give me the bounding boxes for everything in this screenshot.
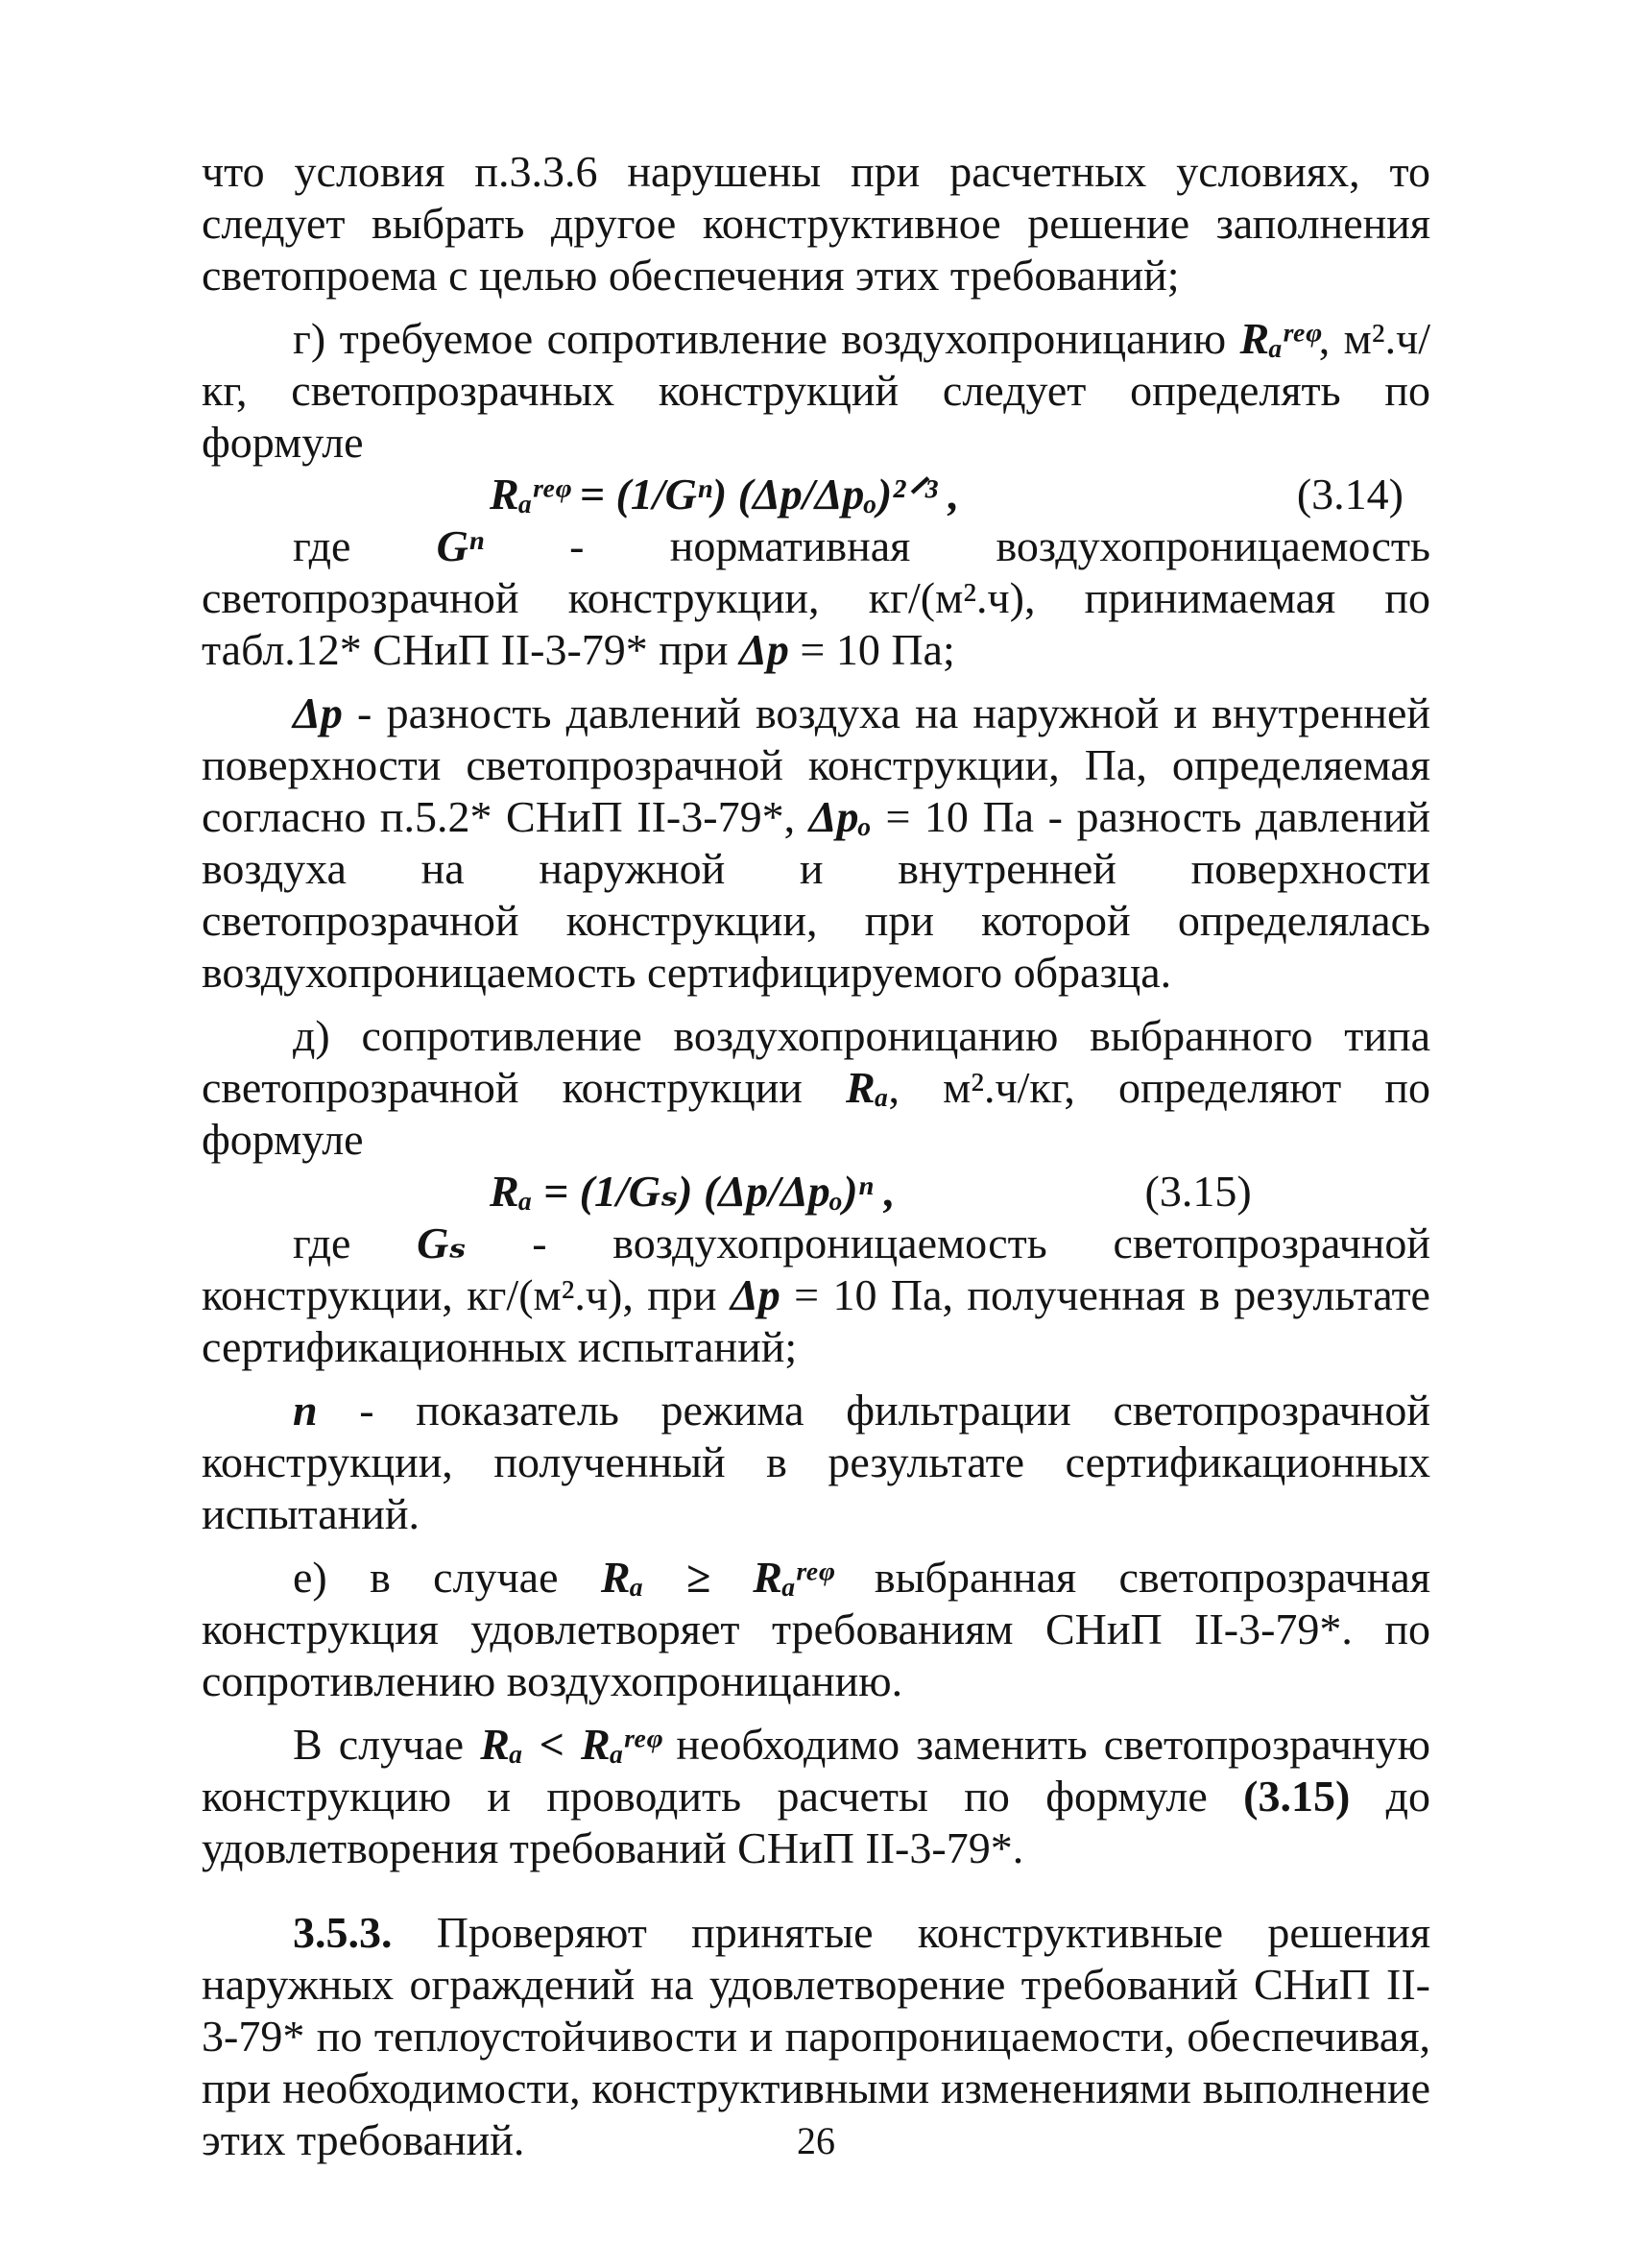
page-number: 26 bbox=[797, 2119, 835, 2162]
paragraph-text: Проверяют принятые конструктивные решения наружных ограждений на удовлетворение требований СНиП II-3-79* по теплоустойчивости и паропроницаемости, обеспечивая, при необходимости, конструктивными изменениями выполнение этих требований. bbox=[202, 1908, 1430, 2164]
paragraph-text: где bbox=[293, 521, 437, 570]
symbol-gn: Gⁿ bbox=[436, 521, 484, 570]
paragraph-text: - показатель режима фильтрации светопрозрачной конструкции, полученный в результате сертификационных испытаний. bbox=[202, 1386, 1430, 1538]
paragraph-text: до удовлетворения требований СНиП II-3-79*. bbox=[202, 1772, 1431, 1872]
paragraph-text: - нормативная воздухопроницаемость светопрозрачной конструкции, кг/(м².ч), принимаемая по табл.12* СНиП II-3-79* при bbox=[202, 521, 1430, 674]
formula-reference: (3.15) bbox=[1243, 1772, 1351, 1821]
paragraph-text: е) в случае bbox=[293, 1553, 601, 1602]
paragraph-definition-n bbox=[202, 1385, 1430, 1540]
symbol-gs: Gₛ bbox=[417, 1218, 467, 1267]
body-text bbox=[202, 146, 1430, 2166]
paragraph-text: , м².ч/кг, светопрозрачных конструкций следует определять по формуле bbox=[202, 314, 1430, 467]
paragraph-continuation bbox=[202, 146, 1430, 302]
paragraph-item-e bbox=[202, 1552, 1430, 1707]
paragraph-item-g bbox=[202, 313, 1430, 469]
paragraph-definition-gs bbox=[202, 1218, 1430, 1373]
symbol-r-required: Rₐʳᵉᵠ bbox=[1239, 314, 1319, 363]
paragraph-item-d bbox=[202, 1010, 1430, 1166]
paragraph-case-less bbox=[202, 1719, 1430, 1874]
paragraph-definition-gn bbox=[202, 520, 1430, 676]
formula-expression: Rₐ = (1/Gₛ) (Δp/Δpₒ)ⁿ , bbox=[490, 1167, 896, 1216]
formula-expression: Rₐʳᵉᵠ = (1/Gⁿ) (Δp/Δpₒ)²ᐟ³ , bbox=[490, 470, 960, 519]
paragraph-text: необходимо заменить светопрозрачную конструкцию и проводить расчеты по формуле bbox=[202, 1720, 1430, 1821]
paragraph-text: д) сопротивление воздухопроницанию выбранного типа светопрозрачной конструкции bbox=[202, 1011, 1430, 1112]
paragraph-text: , м².ч/кг, определяют по формуле bbox=[202, 1063, 1430, 1164]
symbol-delta-p: Δp bbox=[730, 1270, 780, 1319]
paragraph-text: где bbox=[293, 1218, 418, 1267]
symbol-ra: Rₐ bbox=[846, 1063, 889, 1112]
inequality-ra-ge: Rₐ ≥ Rₐʳᵉᵠ bbox=[600, 1553, 832, 1602]
symbol-delta-p: Δp bbox=[739, 625, 789, 674]
formula-number: (3.15) bbox=[1144, 1167, 1252, 1216]
paragraph-text: = 10 Па; bbox=[788, 625, 955, 674]
paragraph-definition-delta-p bbox=[202, 688, 1430, 999]
paragraph-text: = 10 Па - разность давлений воздуха на наружной и внутренней поверхности светопрозрачной конструкции, при которой определялась воздухопроницаемость сертифицируемого образца. bbox=[202, 792, 1431, 997]
paragraph-text: В случае bbox=[293, 1720, 481, 1769]
formula-3-15 bbox=[202, 1166, 1430, 1218]
symbol-delta-p0: Δpₒ bbox=[808, 792, 872, 841]
paragraph-text: выбранная светопрозрачная конструкция удовлетворяет требованиям СНиП II-3-79*. по сопротивлению воздухопроницанию. bbox=[202, 1553, 1430, 1705]
section-number: 3.5.3. bbox=[293, 1908, 393, 1957]
paragraph-text: - воздухопроницаемость светопрозрачной конструкции, кг/(м².ч), при bbox=[202, 1218, 1430, 1319]
symbol-delta-p: Δp bbox=[293, 688, 343, 737]
paragraph-text: г) требуемое сопротивление воздухопроницанию bbox=[293, 314, 1240, 363]
paragraph-text: - разность давлений воздуха на наружной и внутренней поверхности светопрозрачной конструкции, Па, определяемая согласно п.5.2* СНиП II-3-79*, bbox=[202, 688, 1430, 841]
formula-3-14 bbox=[202, 469, 1430, 520]
paragraph-text: = 10 Па, полученная в результате сертификационных испытаний; bbox=[202, 1270, 1430, 1371]
inequality-ra-lt: Rₐ < Rₐʳᵉᵠ bbox=[480, 1720, 660, 1769]
formula-number: (3.14) bbox=[1296, 470, 1404, 519]
symbol-n: n bbox=[293, 1386, 318, 1435]
paragraph-text: что условия п.3.3.6 нарушены при расчетных условиях, то следует выбрать другое конструктивное решение заполнения светопроема с целью обеспечения этих требований; bbox=[202, 147, 1430, 300]
